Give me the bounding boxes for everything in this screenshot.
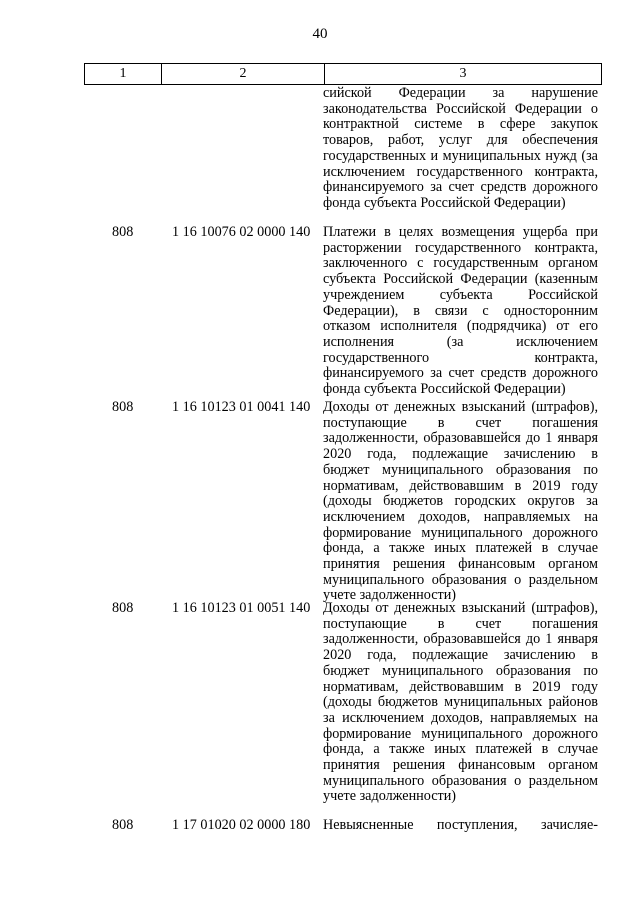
budget-classification-code: 1 17 01020 02 0000 180 (172, 817, 311, 833)
budget-classification-code: 1 16 10123 01 0051 140 (172, 600, 311, 616)
income-description: Невыясненные поступления, зачисляе- (323, 817, 598, 833)
income-description: Доходы от денежных взысканий (штрафов), поступающие в счет погашения задолженности, образовавшейся до 1 января 2020 года, подлежащие зачислению в бюджет муниципального образования по нормативам, действовавшим в 2019 году (доходы бюджетов муниципальных районов за исключением доходов, направляемых на формирование муниципального дорожного фонда, а также иных платежей в случае принятия решения финансовым органом муниципального образования о раздельном учете задолженности) (323, 600, 598, 805)
income-description: Платежи в целях возмещения ущерба при расторжении государственного контракта, заключенного с государственным органом субъекта Российской Федерации (казенным учреждением субъекта Российской Федерации), в связи с односторонним отказом исполнителя (подрядчика) от его исполнения (за исключением государственного контракта, финансируемого за счет средств дорожного фонда субъекта Российской Федерации) (323, 224, 598, 398)
admin-code: 808 (112, 399, 134, 415)
column-2-header: 2 (162, 64, 325, 85)
continued-description: сийской Федерации за нарушение законодательства Российской Федерации о контрактной системе в сфере закупок товаров, работ, услуг для обеспечения государственных и муниципальных нужд (за исключением государственного контракта, финансируемого за счет средств дорожного фонда субъекта Российской Федерации) (323, 85, 598, 211)
income-description: Доходы от денежных взысканий (штрафов), поступающие в счет погашения задолженности, образовавшейся до 1 января 2020 года, подлежащие зачислению в бюджет муниципального образования по нормативам, действовавшим в 2019 году (доходы бюджетов городских округов за исключением доходов, направляемых на формирование муниципального дорожного фонда, а также иных платежей в случае принятия решения финансовым органом муниципального образования о раздельном учете задолженности) (323, 399, 598, 604)
page-number: 40 (312, 26, 328, 42)
admin-code: 808 (112, 600, 134, 616)
budget-classification-code: 1 16 10076 02 0000 140 (172, 224, 311, 240)
admin-code: 808 (112, 224, 134, 240)
budget-classification-code: 1 16 10123 01 0041 140 (172, 399, 311, 415)
admin-code: 808 (112, 817, 134, 833)
column-3-header: 3 (325, 64, 602, 85)
table-header (84, 63, 602, 85)
column-1-header: 1 (85, 64, 162, 85)
